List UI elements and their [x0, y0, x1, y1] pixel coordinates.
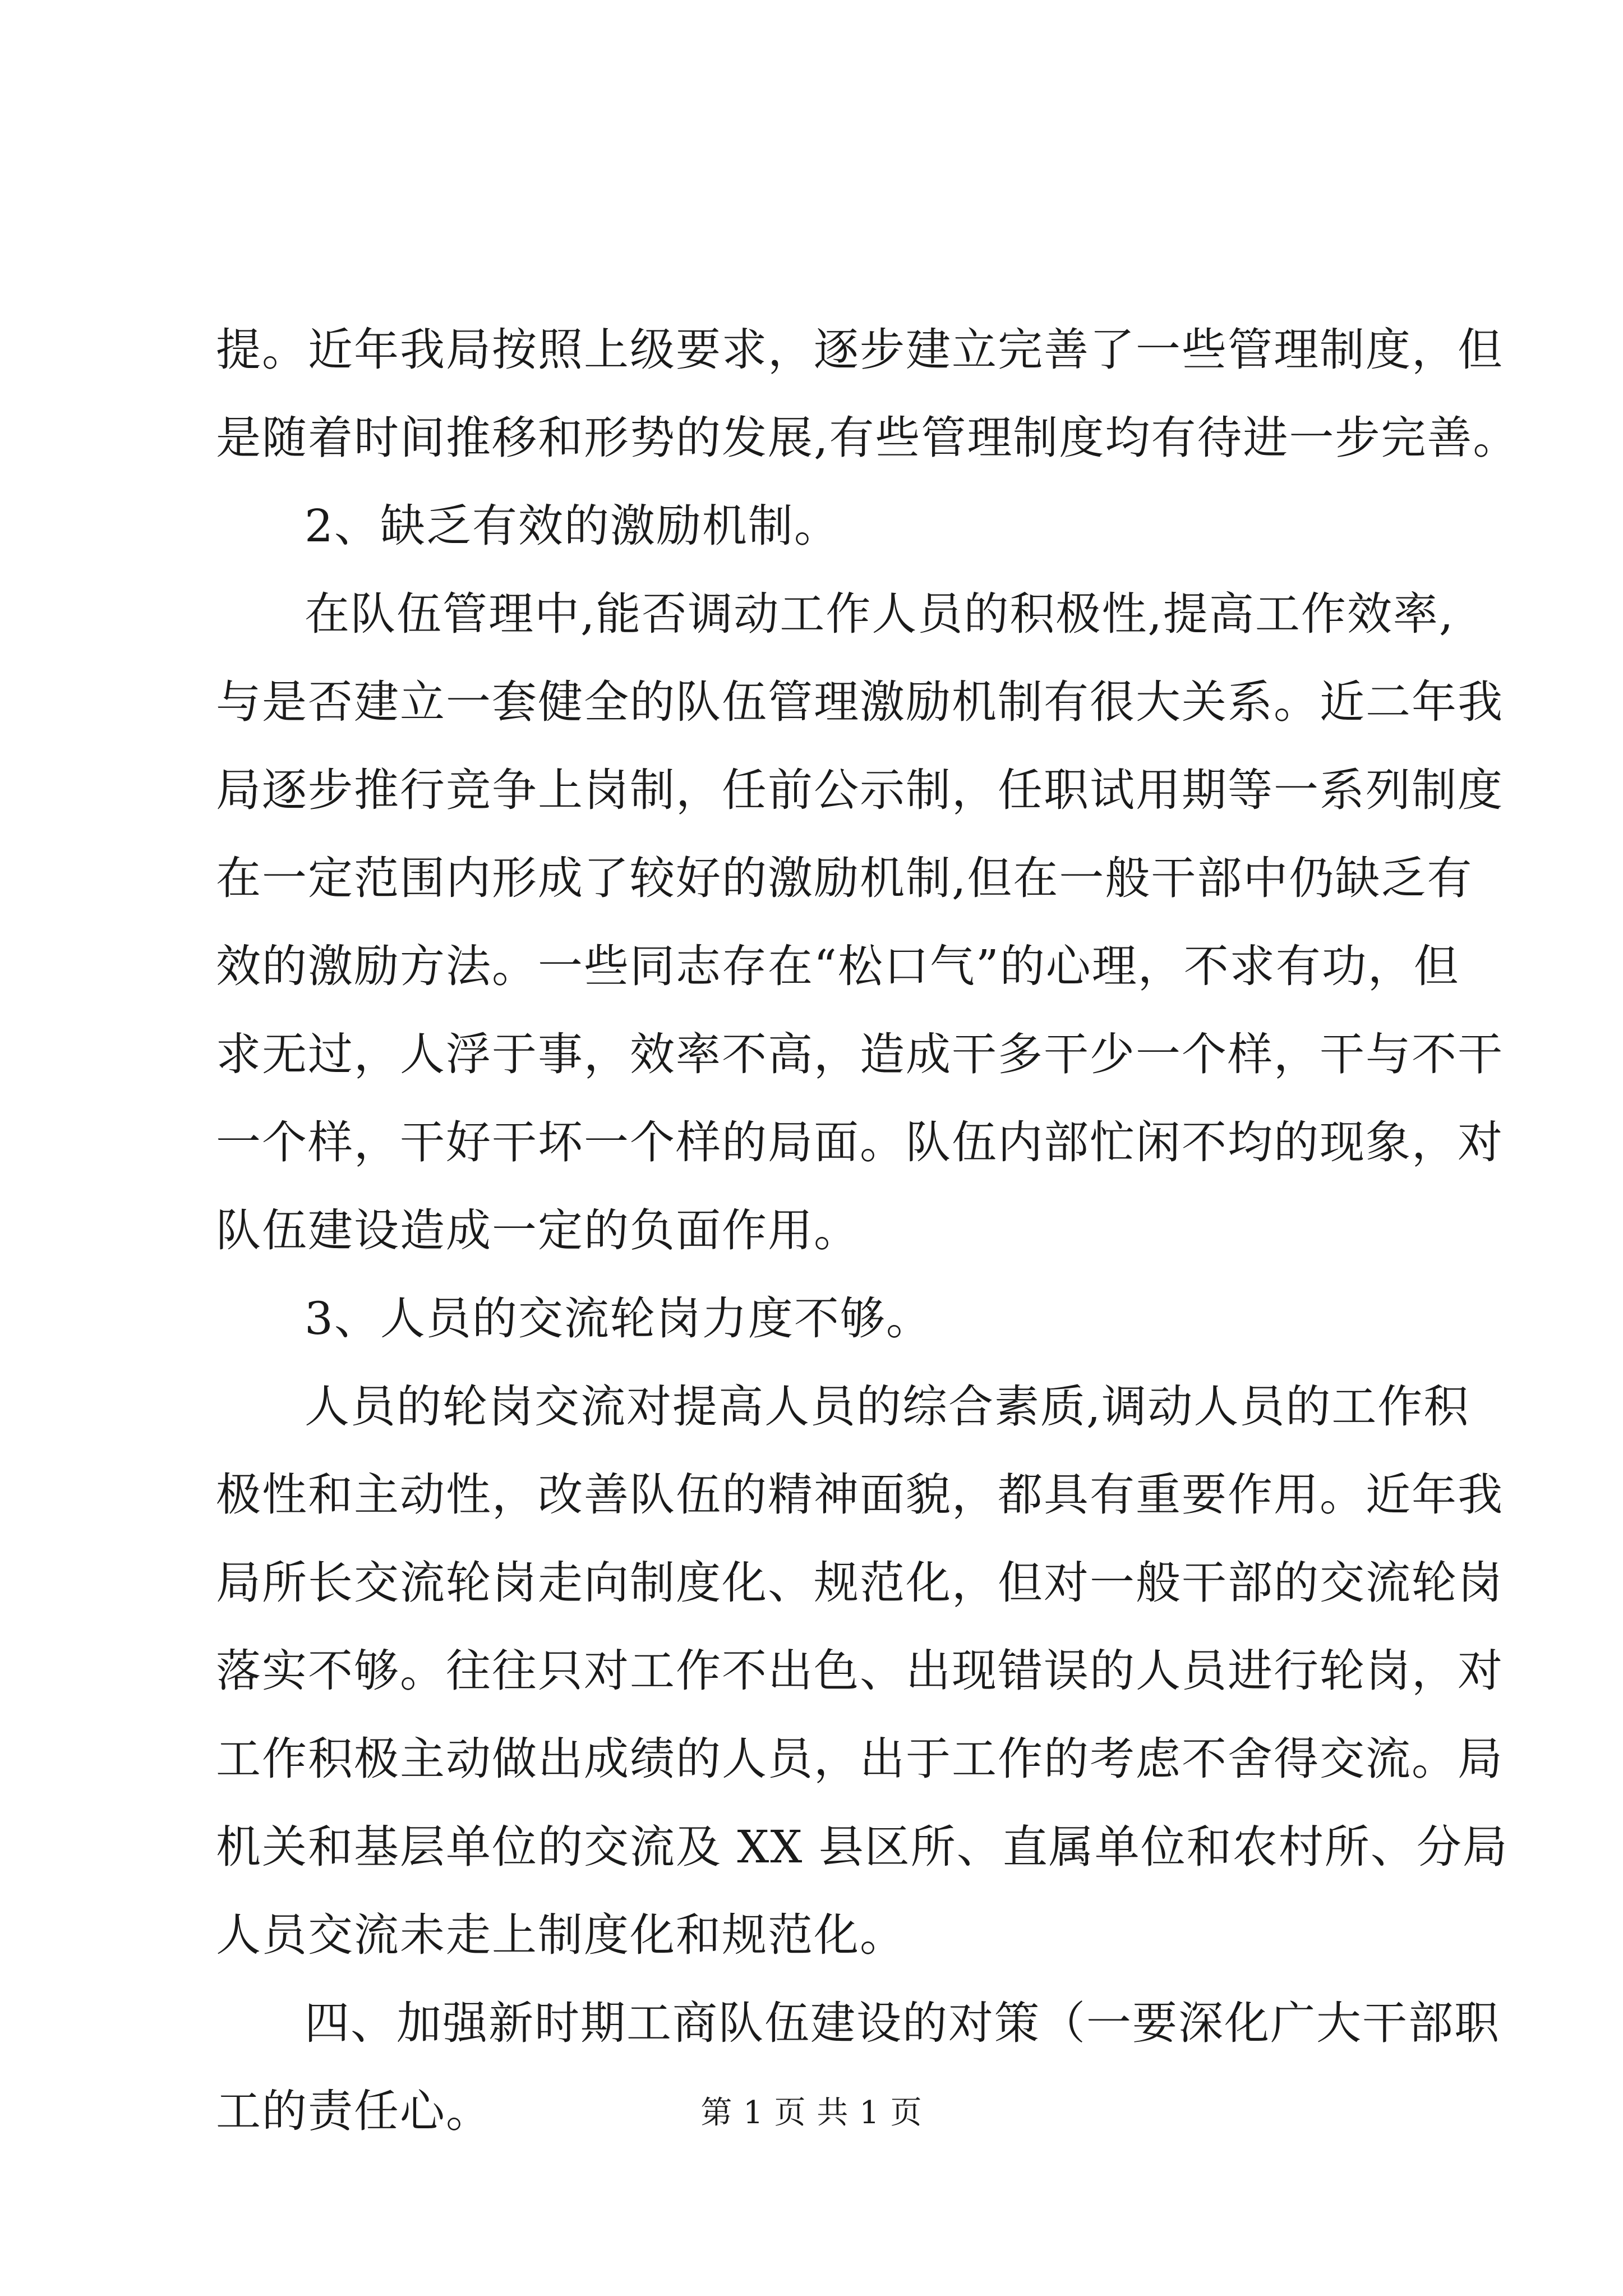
text-line: 提。近年我局按照上级要求，逐步建立完善了一些管理制度，但	[216, 324, 1504, 376]
text-line: 一个样，干好干坏一个样的局面。队伍内部忙闲不均的现象，对	[216, 1116, 1504, 1168]
text-line: 落实不够。往往只对工作不出色、出现错误的人员进行轮岗，对	[216, 1645, 1504, 1697]
text-line: 是随着时间推移和形势的发展,有些管理制度均有待进一步完善。	[216, 412, 1519, 464]
text-line: 极性和主动性，改善队伍的精神面貌，都具有重要作用。近年我	[216, 1469, 1504, 1521]
text-line: 工的责任心。	[216, 2085, 492, 2137]
text-line: 局所长交流轮岗走向制度化、规范化，但对一般干部的交流轮岗	[216, 1557, 1504, 1609]
page-footer: 第 1 页 共 1 页	[700, 2095, 923, 2131]
text-line: 人员交流未走上制度化和规范化。	[216, 1909, 906, 1961]
text-line: 在队伍管理中,能否调动工作人员的积极性,提高工作效率,	[305, 588, 1455, 640]
text-line: 求无过，人浮于事，效率不高，造成干多干少一个样，干与不干	[216, 1028, 1504, 1080]
text-line: 在一定范围内形成了较好的激励机制,但在一般干部中仍缺乏有	[216, 852, 1473, 904]
text-line: 四、加强新时期工商队伍建设的对策（一要深化广大干部职	[305, 1997, 1500, 2049]
text-line: 2、缺乏有效的激励机制。	[305, 500, 840, 552]
text-line: 人员的轮岗交流对提高人员的综合素质,调动人员的工作积	[305, 1381, 1470, 1433]
text-line: 3、人员的交流轮岗力度不够。	[305, 1292, 932, 1345]
text-line: 与是否建立一套健全的队伍管理激励机制有很大关系。近二年我	[216, 676, 1504, 728]
document-body	[216, 306, 1519, 2155]
text-line: 局逐步推行竞争上岗制，任前公示制，任职试用期等一系列制度	[216, 764, 1504, 816]
text-line: 机关和基层单位的交流及 XX 县区所、直属单位和农村所、分局	[216, 1821, 1509, 1873]
text-line: 效的激励方法。一些同志存在“松口气”的心理，不求有功，但	[216, 940, 1460, 992]
text-line: 工作积极主动做出成绩的人员，出于工作的考虑不舍得交流。局	[216, 1733, 1504, 1785]
text-line: 队伍建设造成一定的负面作用。	[216, 1204, 860, 1257]
